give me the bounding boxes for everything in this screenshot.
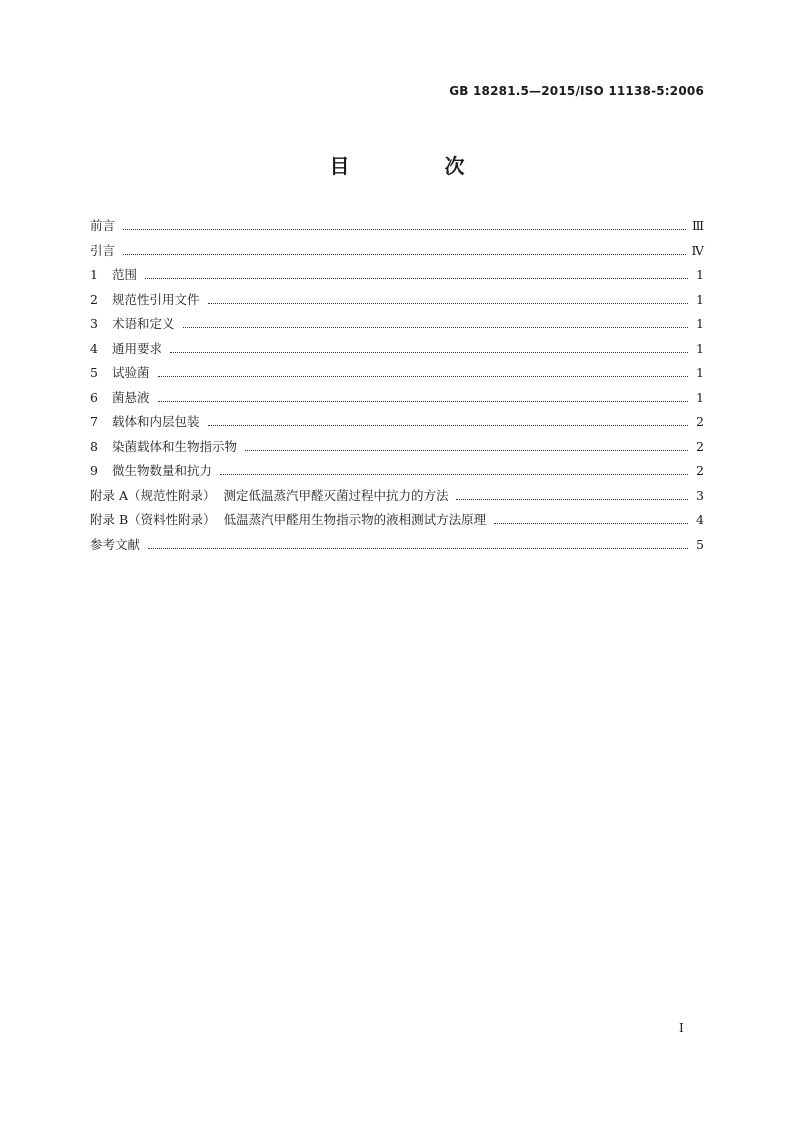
toc-dot-leader — [208, 302, 688, 304]
toc-entry[interactable] — [90, 437, 704, 462]
toc-dot-leader — [220, 473, 688, 475]
toc-entry-page: 2 — [696, 438, 704, 454]
toc-dot-leader — [245, 449, 688, 451]
toc-dot-leader — [494, 522, 688, 524]
toc-entry-label: 附录 A（规范性附录） 测定低温蒸汽甲醛灭菌过程中抗力的方法 — [90, 487, 449, 503]
toc-entry[interactable] — [90, 265, 704, 290]
toc-entry-label: 染菌载体和生物指示物 — [112, 438, 238, 454]
toc-entry-label: 载体和内层包装 — [112, 414, 200, 429]
toc-entry-page: 4 — [696, 512, 704, 527]
toc-entry-label: 参考文献 — [90, 536, 141, 552]
toc-entry-page: 1 — [696, 389, 704, 405]
toc-entry-page: 2 — [696, 463, 704, 478]
toc-entry-number: 8 — [90, 438, 98, 454]
toc-entry[interactable] — [90, 412, 704, 437]
toc-dot-leader — [145, 277, 688, 279]
toc-entry-page: 1 — [696, 316, 704, 331]
toc-entry-page: Ⅳ — [691, 242, 704, 258]
toc-dot-leader — [456, 498, 688, 500]
toc-entry[interactable] — [90, 461, 704, 486]
toc-entry-label: 引言 — [90, 242, 116, 258]
toc-entry[interactable] — [90, 535, 704, 560]
toc-entry-label: 菌悬液 — [112, 389, 150, 405]
page-title: 目 次 — [329, 154, 509, 178]
toc-entry-label: 范围 — [112, 267, 138, 282]
toc-entry-number: 3 — [90, 316, 98, 331]
toc-entry-number: 6 — [90, 389, 98, 405]
toc-entry-page: 1 — [696, 267, 704, 282]
toc-entry-number: 5 — [90, 365, 98, 380]
toc-dot-leader — [158, 400, 688, 402]
page-number: Ⅰ — [679, 1021, 684, 1035]
toc-entry[interactable] — [90, 314, 704, 339]
toc-entry-number: 1 — [90, 267, 98, 282]
toc-dot-leader — [123, 228, 686, 230]
toc-entry[interactable] — [90, 290, 704, 315]
toc-entry[interactable] — [90, 363, 704, 388]
toc-dot-leader — [158, 375, 688, 377]
toc-dot-leader — [170, 351, 688, 353]
toc-dot-leader — [208, 424, 688, 426]
toc-entry-page: 1 — [696, 340, 704, 356]
toc-entry-page: 2 — [696, 414, 704, 429]
toc-entry-number: 2 — [90, 291, 98, 307]
toc-entry-page: 1 — [696, 291, 704, 307]
toc-entry-page: 5 — [696, 536, 704, 552]
toc-entry[interactable] — [90, 486, 704, 511]
toc-entry[interactable] — [90, 216, 704, 241]
toc-dot-leader — [183, 326, 688, 328]
toc-entry-number: 9 — [90, 463, 98, 478]
toc-entry-label: 试验菌 — [112, 365, 150, 380]
toc-dot-leader — [148, 547, 688, 549]
toc-entry-number: 7 — [90, 414, 98, 429]
toc-entry[interactable] — [90, 339, 704, 364]
toc-dot-leader — [123, 253, 685, 255]
toc-entry-label: 规范性引用文件 — [112, 291, 200, 307]
toc-entry-label: 通用要求 — [112, 340, 163, 356]
toc-entry-number: 4 — [90, 340, 98, 356]
toc-entry-label: 术语和定义 — [112, 316, 175, 331]
toc-entry-label: 前言 — [90, 218, 116, 233]
toc-entry-page: Ⅲ — [691, 218, 704, 233]
toc-entry[interactable] — [90, 510, 704, 535]
toc-entry-label: 微生物数量和抗力 — [112, 463, 213, 478]
toc-entry[interactable] — [90, 241, 704, 266]
toc-entry-page: 3 — [696, 487, 704, 503]
toc-entry-page: 1 — [696, 365, 704, 380]
standard-code: GB 18281.5—2015/ISO 11138-5:2006 — [449, 84, 704, 98]
toc-entry-label: 附录 B（资料性附录） 低温蒸汽甲醛用生物指示物的液相测试方法原理 — [90, 512, 487, 527]
table-of-contents — [90, 216, 704, 559]
toc-entry[interactable] — [90, 388, 704, 413]
